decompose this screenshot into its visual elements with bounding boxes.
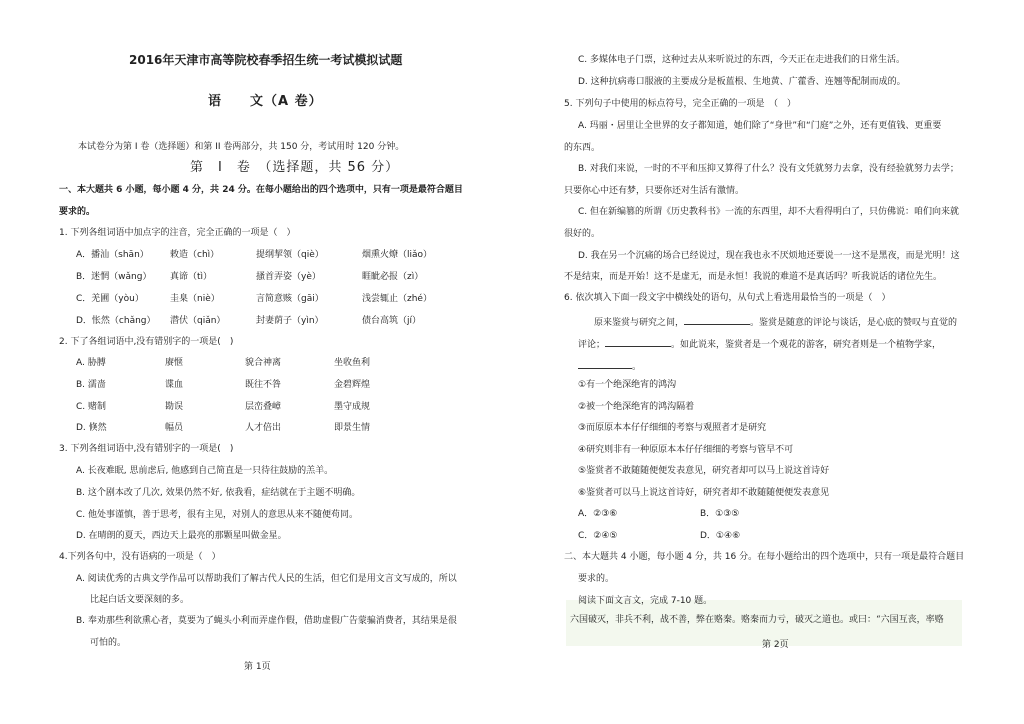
q6-stem: 6. 依次填入下面一段文字中横线处的语句，从句式上看选用最恰当的一项是（ ） (564, 293, 891, 303)
q1-option: 敕造（chì） (170, 250, 220, 260)
q6-item: ⑥鉴赏者可以马上说这首诗好，研究者却不敢随随便便发表意见 (578, 488, 830, 498)
q4-option-d: D. 这种抗病毒口服液的主要成分是板蓝根、生地黄、广藿香、连翘等配制而成的。 (578, 77, 906, 87)
q4-option-a-cont: 比起白话文要深刻的多。 (90, 595, 190, 605)
q6-passage-line1 (594, 316, 957, 328)
q5-option-d-cont: 不是结束，而是开始！这不是虚无，而是永恒！我说的难道不是真话吗？听我说话的诸位先生。 (564, 272, 943, 282)
q1-option: 圭臬（niè） (170, 294, 220, 304)
q5-option-c: C. 但在新编篡的所谓《历史教科书》一流的东西里，却不大看得明白了，只仿佛说：咱们向来就 (578, 207, 960, 217)
part2-instruction: 二、本大题共 4 小题，每小题 4 分，共 16 分。在每小题给出的四个选项中，只有一项是最符合题目 (564, 552, 965, 562)
q6-answer-d: D．①④⑥ (700, 531, 741, 541)
q5-option-d: D. 我在另一个沉痛的场合已经说过，现在我也永不厌烦地还要说一一这不是黑夜，而是光明！这 (578, 251, 960, 261)
q3-option: C. 他处事谨慎，善于思考，很有主见，对别人的意思从来不随便苟同。 (76, 510, 359, 520)
q6-passage-text: 评论； (578, 340, 606, 350)
q1-option: B．迷惘（wǎng） (76, 272, 152, 282)
q2-stem: 2. 下了各组词语中,没有错别字的一项是( ) (59, 337, 234, 347)
q1-stem: 1. 下列各组词语中加点字的注音，完全正确的一项是（ ） (59, 228, 296, 238)
q6-item: ③而原原本本仔仔细细的考察与观照者才是研究 (578, 423, 767, 433)
page-number: 第 2页 (762, 640, 789, 650)
fill-blank-3[interactable] (578, 360, 632, 369)
q2-option: C. 赌制 (76, 402, 107, 412)
q5-option-c-cont: 很好的。 (564, 229, 601, 239)
q1-option: 搔首弄姿（yè） (256, 272, 321, 282)
q4-option-b: B. 奉劝那些利欲熏心者，莫要为了蝇头小利而弄虚作假，借助虚假广告蒙骗消费者，其结果是很 (76, 616, 457, 626)
q1-option: C．羌圃（yòu） (76, 294, 144, 304)
q5-stem: 5. 下列句子中使用的标点符号，完全正确的一项是 （ ） (564, 99, 796, 109)
q5-option-b-cont: 只要你心中还有梦，只要你还对生活有激情。 (564, 186, 745, 196)
q3-option: B. 这个剧本改了几次, 效果仍然不好, 依我看，症结就在于主题不明确。 (76, 488, 361, 498)
q5-option-a: A. 玛丽・居里让全世界的女子都知道，她们除了“身世”和“门庭”之外，还有更值钱、更重要 (578, 121, 942, 131)
q6-passage-line3 (578, 360, 641, 372)
q2-option: 层峦叠嶂 (245, 402, 282, 412)
subject-title: 语 文（A 卷） (208, 94, 323, 109)
q6-passage-text: 原来鉴赏与研究之间， (594, 318, 685, 328)
page-2 (512, 0, 1024, 724)
q6-passage-text: 。 (632, 362, 642, 372)
page-number: 第 1页 (244, 662, 271, 672)
q1-option: D．怅然（chǎng） (76, 316, 156, 326)
q5-option-b: B. 对我们来说，一时的不平和压抑又算得了什么？没有文凭就努力去拿，没有经验就努力去学； (578, 164, 959, 174)
q3-stem: 3. 下列各组词语中,没有错别字的一项是( ) (59, 444, 234, 454)
q2-option: 坐收鱼利 (334, 358, 371, 368)
q4-option-b-cont: 可怕的。 (90, 638, 127, 648)
exam-title: 2016年天津市高等院校春季招生统一考试模拟试题 (129, 53, 403, 67)
part2-instruction-cont: 要求的。 (578, 574, 615, 584)
q6-item: ④研究则非有一种原原本本仔仔细细的考察与管早不可 (578, 445, 794, 455)
q2-option: 即景生情 (334, 423, 371, 433)
q3-option: D. 在晴朗的夏天，西边天上最亮的那颗星叫做金星。 (76, 531, 287, 541)
q1-option: 债台高筑（jí） (362, 316, 422, 326)
q2-option: 谍血 (165, 380, 184, 390)
classical-passage: 六国破灭，非兵不利，战不善，弊在赂秦。赂秦而力亏，破灭之道也。或曰：“六国互丧，率赂 (570, 615, 944, 625)
q1-option: 潜伏（qiǎn） (170, 316, 226, 326)
q1-option: 睚眦必报（zì） (362, 272, 424, 282)
q6-item: ⑤鉴赏者不敢随随便便发表意见，研究者却可以马上说这首诗好 (578, 466, 830, 476)
q1-option: 封妻荫子（yìn） (256, 316, 324, 326)
q2-option: 勘误 (165, 402, 184, 412)
q2-option: 貌合神离 (245, 358, 282, 368)
q1-option: 提纲挈领（qiè） (256, 250, 324, 260)
q6-item: ②被一个绝深绝宵的鸿沟隔着 (578, 402, 695, 412)
q1-option: 言简意赅（gāi） (256, 294, 324, 304)
q2-option: 人才倍出 (245, 423, 282, 433)
q2-option: 金碧辉煌 (334, 380, 371, 390)
q2-option: 赓惬 (165, 358, 184, 368)
q6-passage-line2 (578, 338, 941, 350)
q2-option: A. 胁膊 (76, 358, 106, 368)
q4-option-c: C. 多媒体电子门票，这种过去从来听说过的东西，今天正在走进我们的日常生活。 (578, 55, 906, 65)
q6-answer-b: B．①③⑤ (700, 509, 740, 519)
q1-option: 真谛（tì） (170, 272, 213, 282)
section-title: 第 I 卷 （选择题，共 56 分） (190, 160, 400, 175)
q6-passage-text: 。如此说来，鉴赏者是一个观花的游客，研究者则是一个植物学家， (671, 340, 942, 350)
q4-option-a: A. 阅读优秀的古典文学作品可以帮助我们了解古代人民的生活，但它们是用文言文写成的，所以 (76, 574, 457, 584)
reading-instruction: 阅读下面文言文，完成 7-10 题。 (578, 596, 713, 606)
exam-intro: 本试卷分为第 I 卷（选择题）和第 II 卷两部分，共 150 分，考试用时 120 分钟。 (78, 142, 405, 152)
q6-answer-c: C．②④⑤ (578, 531, 618, 541)
q2-option: 墨守成规 (334, 402, 371, 412)
q2-option: B. 濡啬 (76, 380, 106, 390)
q6-passage-text: 。鉴赏是随意的评论与谈话，是心底的赞叹与直觉的 (750, 318, 958, 328)
q2-option: D. 倏然 (76, 423, 107, 433)
q6-answer-a: A．②③⑥ (578, 509, 618, 519)
fill-blank-1[interactable] (684, 316, 750, 325)
q1-option: 浅尝辄止（zhé） (362, 294, 432, 304)
part1-instruction-cont: 要求的。 (59, 207, 96, 217)
q2-option: 既往不咎 (245, 380, 282, 390)
q1-option: A．播汕（shān） (76, 250, 149, 260)
q4-stem: 4.下列各句中，没有语病的一项是（ ） (59, 552, 221, 562)
q5-option-a-cont: 的东西。 (564, 143, 601, 153)
q2-option: 幅员 (165, 423, 184, 433)
q6-item: ①有一个绝深绝宵的鸿沟 (578, 380, 677, 390)
q3-option: A. 长夜难眠, 思前虑后, 他感到自己简直是一只待往鼓励的羔羊。 (76, 466, 334, 476)
fill-blank-2[interactable] (605, 338, 671, 347)
part1-instruction: 一、本大题共 6 小题，每小题 4 分，共 24 分。在每小题给出的四个选项中，只有一项是最符合题目 (59, 185, 463, 195)
q1-option: 烟熏火燎（liǎo） (362, 250, 433, 260)
